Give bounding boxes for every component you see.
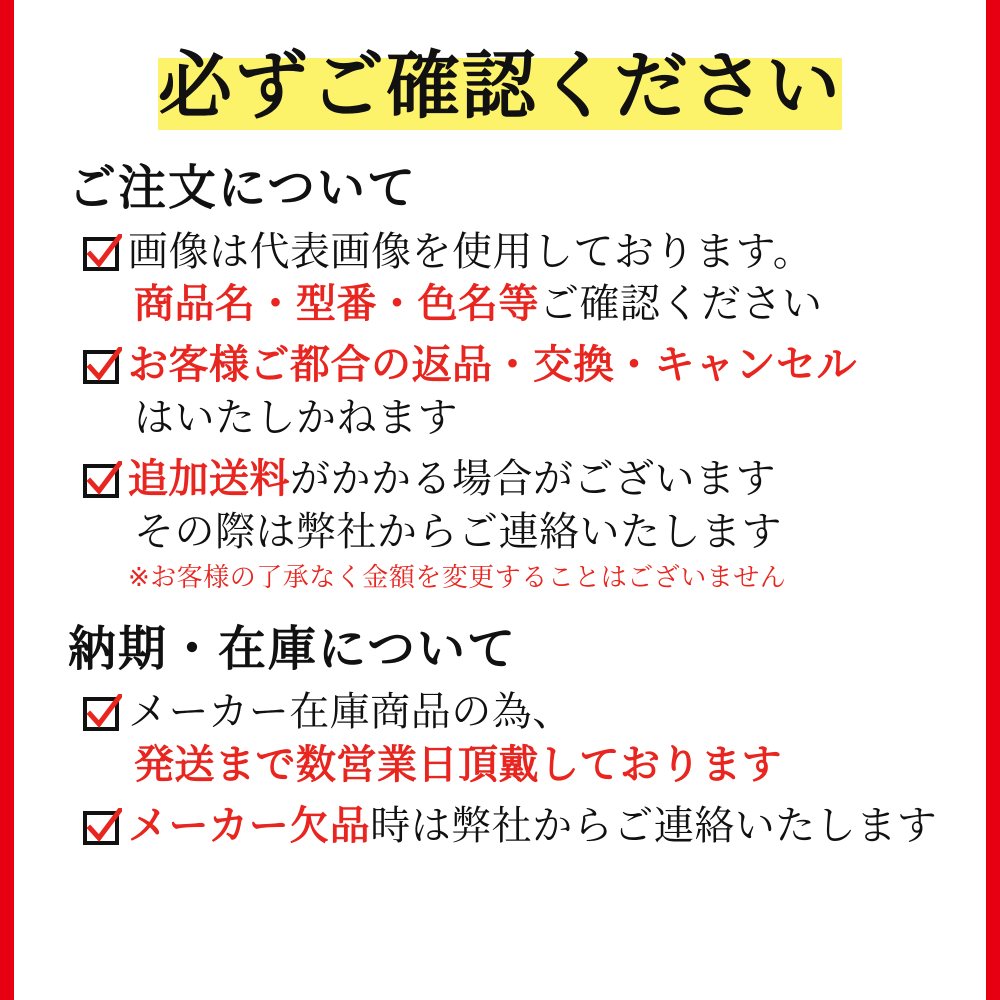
item-line-black: ご確認ください [539, 281, 823, 328]
item-note: ※お客様の了承なく金額を変更することはございません [128, 563, 787, 594]
item-line-red: メーカー欠品 [128, 802, 371, 849]
page-title [42, 30, 958, 142]
item-line-red: 追加送料 [128, 455, 290, 502]
item-line [128, 800, 958, 853]
title-text: 必ずご確認ください [158, 43, 842, 129]
item-line [128, 453, 958, 506]
check-box-icon [82, 461, 122, 501]
check-box-icon [82, 234, 122, 274]
list-item [82, 226, 958, 332]
check-box-icon [82, 347, 122, 387]
notice-page [14, 0, 986, 1000]
list-item [82, 453, 958, 597]
item-line: お客様ご都合の返品・交換・キャンセル [128, 342, 857, 389]
list-item [82, 686, 958, 792]
list-item [82, 800, 958, 853]
section-heading-delivery: 納期・在庫について [68, 620, 518, 677]
item-line: その際は弊社からご連絡いたします [134, 508, 782, 555]
item-line-black: 時は弊社からご連絡いたします [370, 802, 938, 849]
item-line: 発送まで数営業日頂戴しております [134, 742, 782, 789]
check-box-icon [82, 694, 122, 734]
left-red-bar [0, 0, 14, 1000]
item-line: はいたしかねます [134, 394, 458, 441]
item-line: メーカー在庫商品の為、 [128, 689, 573, 736]
check-box-icon [82, 808, 122, 848]
right-red-bar [986, 0, 1000, 1000]
item-line [128, 278, 958, 331]
item-line-black: がかかる場合がございます [290, 455, 776, 502]
section-heading-order: ご注文について [68, 160, 418, 216]
item-line: 画像は代表画像を使用しております。 [128, 228, 814, 275]
list-item [82, 339, 958, 445]
item-line-red: 商品名・型番・色名等 [134, 281, 539, 328]
